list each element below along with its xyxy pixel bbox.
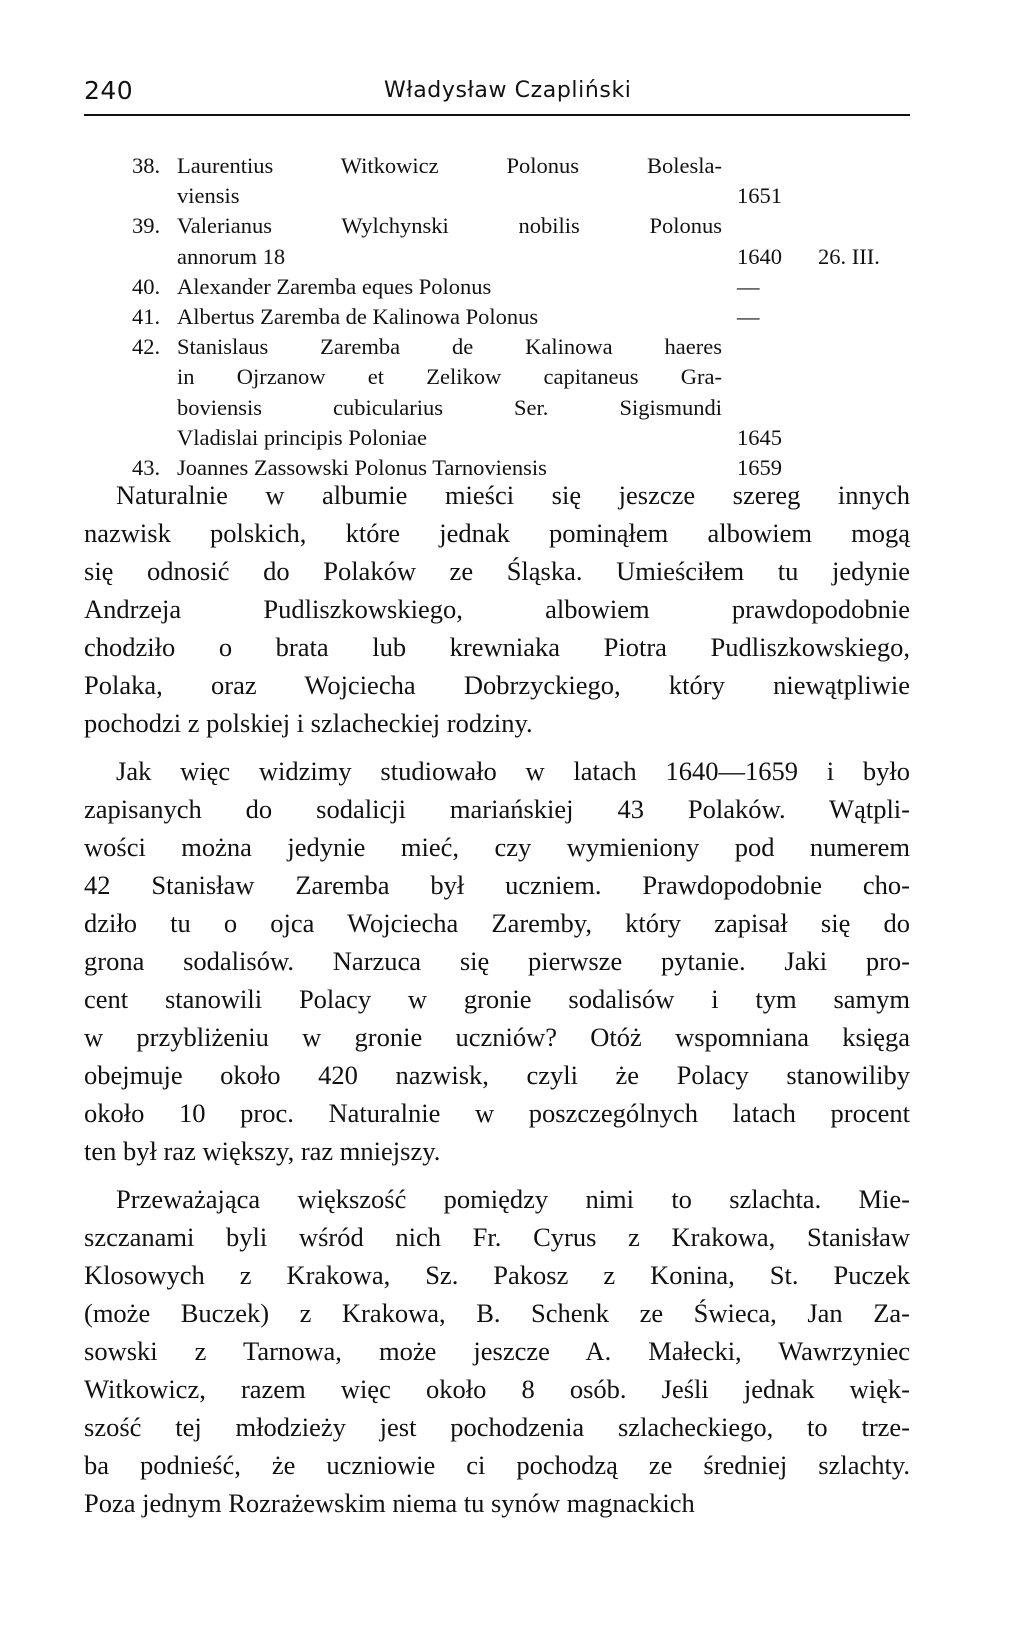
entry-text	[177, 151, 722, 211]
entry-text-line: Joannes Zassowski Polonus Tarnoviensis	[177, 454, 547, 480]
entry-40	[132, 272, 892, 302]
paragraph-line: chodziło o brata lub krewniaka Piotra Pudliszkowskiego,	[84, 632, 910, 662]
header-rule	[84, 114, 910, 116]
paragraph-line: Klosowych z Krakowa, Sz. Pakosz z Konina, St. Puczek	[84, 1260, 910, 1290]
entry-number: 41.	[132, 303, 161, 329]
paragraph-line: Naturalnie w albumie mieści się jeszcze szereg innych	[116, 480, 910, 510]
paragraph	[84, 1180, 910, 1522]
page-header	[84, 74, 910, 114]
entry-number: 39.	[132, 213, 161, 239]
entry-text-line: Vladislai principis Poloniae	[177, 424, 427, 450]
paragraph-line: szość tej młodzieży jest pochodzenia szlacheckiego, to trze-	[84, 1412, 910, 1442]
paragraph-line: Przeważająca większość pomiędzy nimi to szlachta. Mie-	[116, 1184, 910, 1214]
entry-date: 26. III.	[818, 243, 880, 269]
paragraph-line: Witkowicz, razem więc około 8 osób. Jeśli jednak więk-	[84, 1374, 910, 1404]
entry-year: —	[737, 303, 760, 329]
entry-text	[177, 332, 722, 453]
paragraph-line: obejmuje około 420 nazwisk, czyli że Polacy stanowiliby	[84, 1060, 910, 1090]
entry-text-line: in Ojrzanow et Zelikow capitaneus Gra-	[177, 364, 722, 390]
paragraph-line: zapisanych do sodalicji mariańskiej 43 Polaków. Wątpli-	[84, 794, 910, 824]
page-number: 240	[84, 76, 134, 105]
paragraph-line: nazwisk polskich, które jednak pominąłem albowiem mogą	[84, 518, 910, 548]
paragraph-line: Poza jednym Rozrażewskim niema tu synów magnackich	[84, 1488, 695, 1518]
sodality-entry-list	[132, 151, 892, 483]
entry-text-line: annorum 18	[177, 243, 286, 269]
paragraph-line: sowski z Tarnowa, może jeszcze A. Małecki, Wawrzyniec	[84, 1336, 910, 1366]
paragraph	[84, 752, 910, 1170]
entry-42	[132, 332, 892, 453]
paragraph-line: wości można jedynie mieć, czy wymieniony pod numerem	[84, 832, 910, 862]
entry-year: 1659	[737, 454, 782, 480]
paragraph-line: ten był raz większy, raz mniejszy.	[84, 1136, 441, 1166]
entry-text-line: Alexander Zaremba eques Polonus	[177, 273, 492, 299]
entry-number: 42.	[132, 334, 161, 360]
running-head: Władysław Czapliński	[384, 78, 632, 103]
entry-39	[132, 211, 892, 271]
entry-text-line: boviensis cubicularius Ser. Sigismundi	[177, 394, 722, 420]
entry-text	[177, 211, 722, 271]
paragraph-line: grona sodalisów. Narzuca się pierwsze pytanie. Jaki pro-	[84, 946, 910, 976]
paragraph-line: cent stanowili Polacy w gronie sodalisów i tym samym	[84, 984, 910, 1014]
paragraph-line: Andrzeja Pudliszkowskiego, albowiem prawdopodobnie	[84, 594, 910, 624]
entry-text-line: Laurentius Witkowicz Polonus Bolesla-	[177, 153, 722, 178]
entry-year: 1645	[737, 424, 782, 450]
entry-41	[132, 302, 892, 332]
paragraph-line: (może Buczek) z Krakowa, B. Schenk ze Świeca, Jan Za-	[84, 1298, 910, 1328]
entry-38	[132, 151, 892, 211]
entry-text-line: viensis	[177, 183, 240, 209]
entry-number: 43.	[132, 454, 161, 480]
entry-year: —	[737, 273, 760, 299]
paragraph-line: pochodzi z polskiej i szlacheckiej rodziny.	[84, 708, 533, 738]
entry-text-line: Albertus Zaremba de Kalinowa Polonus	[177, 303, 539, 329]
entry-text-line: Valerianus Wylchynski nobilis Polonus	[177, 213, 722, 239]
paragraph-line: Jak więc widzimy studiowało w latach 1640—1659 i było	[116, 756, 910, 786]
paragraph-line: szczanami byli wśród nich Fr. Cyrus z Krakowa, Stanisław	[84, 1222, 910, 1252]
entry-text-line: Stanislaus Zaremba de Kalinowa haeres	[177, 334, 722, 360]
paragraph	[84, 476, 910, 742]
paragraph-line: w przybliżeniu w gronie uczniów? Otóż wspomniana księga	[84, 1022, 910, 1052]
paragraph-line: Polaka, oraz Wojciecha Dobrzyckiego, który niewątpliwie	[84, 670, 910, 700]
paragraph-line: ba podnieść, że uczniowie ci pochodzą ze średniej szlachty.	[84, 1450, 910, 1480]
paragraph-line: około 10 proc. Naturalnie w poszczególnych latach procent	[84, 1098, 910, 1128]
entry-number: 40.	[132, 273, 161, 299]
body-text	[84, 476, 910, 1532]
paragraph-line: dziło tu o ojca Wojciecha Zaremby, który zapisał się do	[84, 908, 910, 938]
entry-year: 1651	[737, 183, 782, 209]
entry-year: 1640	[737, 243, 782, 269]
entry-number: 38.	[132, 153, 161, 178]
paragraph-line: się odnosić do Polaków ze Śląska. Umieściłem tu jedynie	[84, 556, 910, 586]
paragraph-line: 42 Stanisław Zaremba był uczniem. Prawdopodobnie cho-	[84, 870, 910, 900]
entry-text	[177, 272, 722, 302]
entry-text	[177, 302, 722, 332]
